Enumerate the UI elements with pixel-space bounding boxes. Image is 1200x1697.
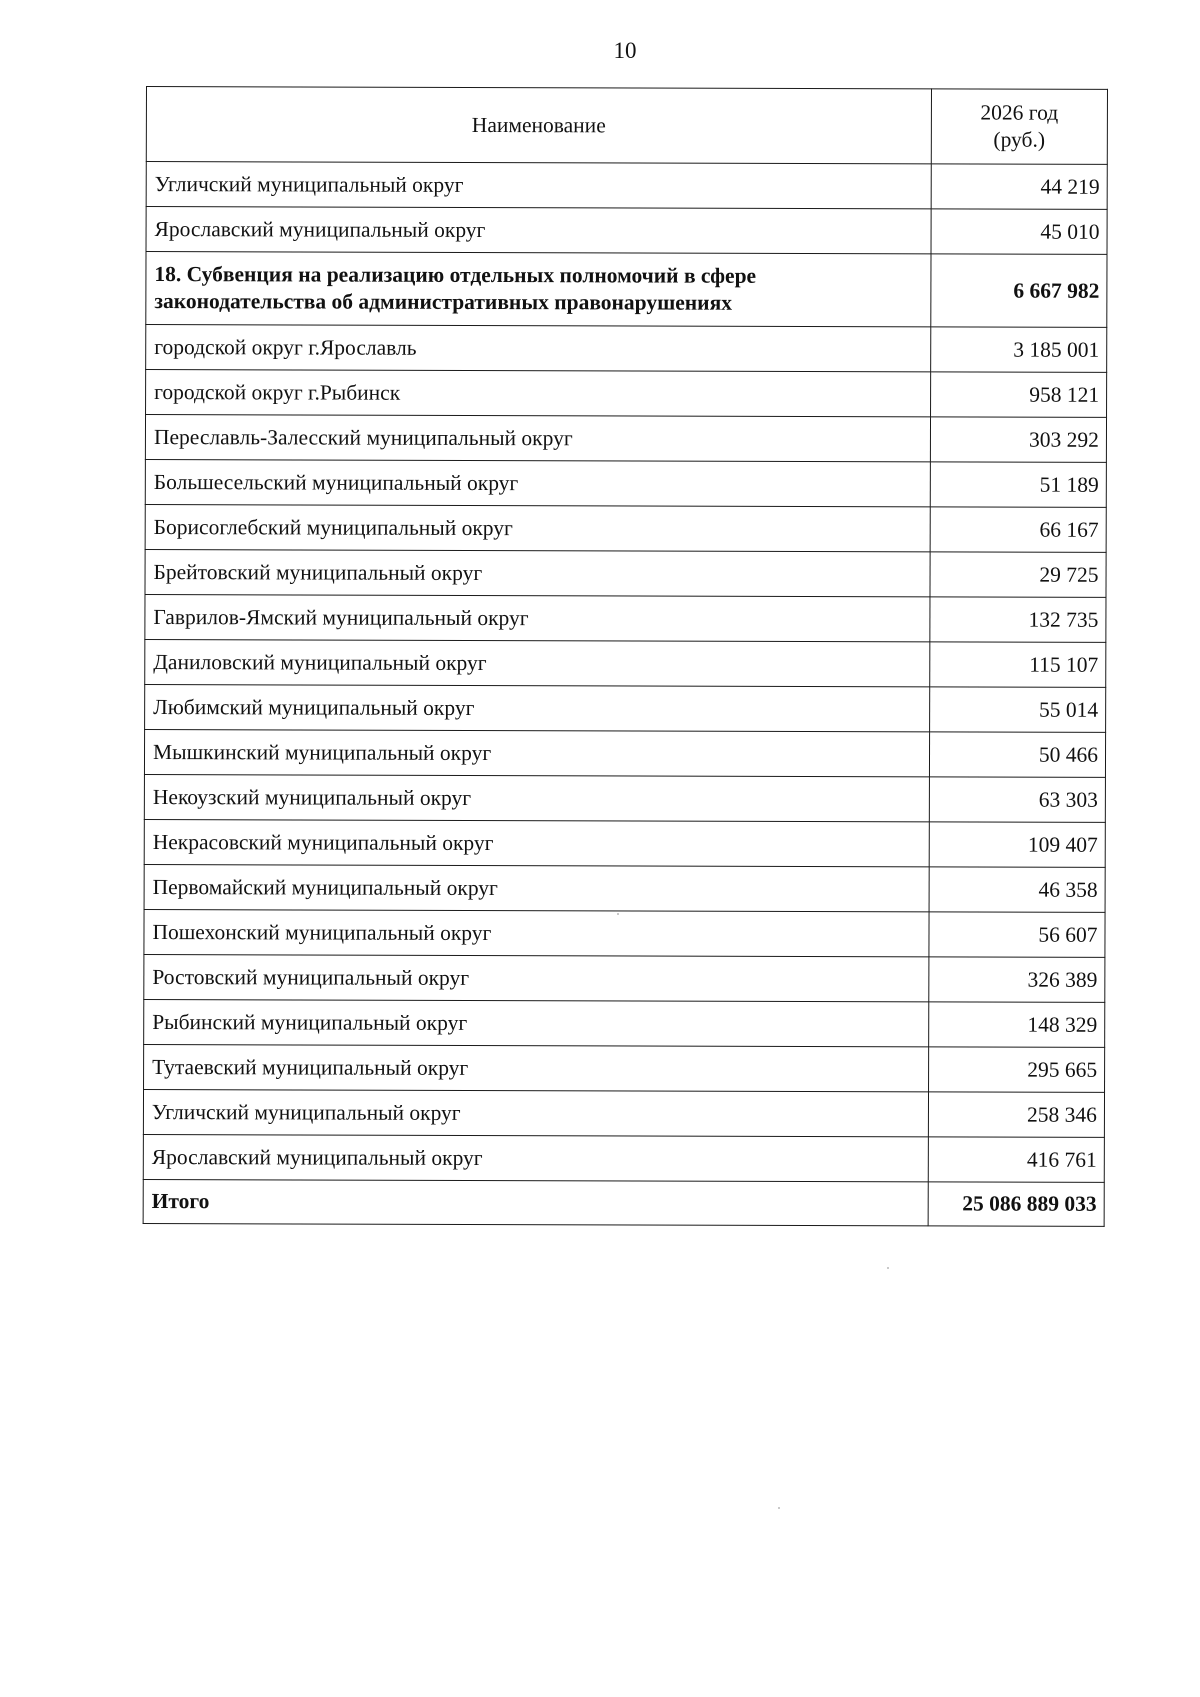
scan-speck xyxy=(617,913,619,915)
table-row xyxy=(146,162,1107,210)
table-row xyxy=(145,549,1106,597)
row-amount: 326 389 xyxy=(929,957,1105,1003)
total-amount: 25 086 889 033 xyxy=(928,1182,1104,1227)
row-amount: 258 346 xyxy=(928,1092,1104,1138)
row-amount: 55 014 xyxy=(929,687,1105,733)
row-amount: 45 010 xyxy=(931,209,1107,255)
table-row xyxy=(144,999,1105,1047)
row-amount: 51 189 xyxy=(930,462,1106,508)
row-amount: 56 607 xyxy=(929,912,1105,958)
table-row xyxy=(143,1134,1104,1182)
row-name: Некрасовский муниципальный округ xyxy=(144,819,929,866)
table-row xyxy=(145,415,1106,463)
table-row xyxy=(146,325,1107,373)
row-name: Большесельский муниципальный округ xyxy=(145,459,930,506)
table-row xyxy=(144,864,1105,912)
table-row xyxy=(144,954,1105,1002)
row-amount: 295 665 xyxy=(928,1047,1104,1093)
table-row xyxy=(144,729,1105,777)
row-amount: 416 761 xyxy=(928,1137,1104,1183)
header-amount-cell xyxy=(931,89,1107,165)
table-row xyxy=(144,819,1105,867)
header-name-cell: Наименование xyxy=(146,87,931,164)
row-amount: 46 358 xyxy=(929,867,1105,913)
scan-speck xyxy=(887,1267,889,1269)
row-name: Гаврилов-Ямский муниципальный округ xyxy=(145,594,930,641)
row-amount: 958 121 xyxy=(930,372,1106,418)
row-amount: 66 167 xyxy=(930,507,1106,553)
section-amount: 6 667 982 xyxy=(931,254,1107,328)
row-name: городской округ г.Ярославль xyxy=(146,325,931,372)
subvention-table xyxy=(143,86,1108,1227)
table-row xyxy=(146,370,1107,418)
row-name: Борисоглебский муниципальный округ xyxy=(145,504,930,551)
total-label: Итого xyxy=(143,1179,928,1225)
section-title-line-1: 18. Субвенция на реализацию отдельных полномочий в сфере xyxy=(154,262,757,288)
row-amount: 44 219 xyxy=(931,164,1107,210)
table-row xyxy=(144,1044,1105,1092)
row-name: Любимский муниципальный округ xyxy=(145,684,930,731)
row-amount: 303 292 xyxy=(930,417,1106,463)
row-name: городской округ г.Рыбинск xyxy=(146,370,931,417)
row-name: Переславль-Залесский муниципальный округ xyxy=(145,415,930,462)
table-row xyxy=(143,1089,1104,1137)
row-amount: 29 725 xyxy=(930,552,1106,598)
row-name: Ростовский муниципальный округ xyxy=(144,954,929,1001)
row-name: Некоузский муниципальный округ xyxy=(144,774,929,821)
row-name: Даниловский муниципальный округ xyxy=(145,639,930,686)
row-amount: 63 303 xyxy=(929,777,1105,823)
row-name: Брейтовский муниципальный округ xyxy=(145,549,930,596)
row-amount: 132 735 xyxy=(930,597,1106,643)
section-title-line-2: законодательства об административных правонарушениях xyxy=(154,289,733,315)
row-amount: 50 466 xyxy=(929,732,1105,778)
row-name: Ярославский муниципальный округ xyxy=(143,1134,928,1181)
row-name: Пошехонский муниципальный округ xyxy=(144,909,929,956)
table-row xyxy=(145,504,1106,552)
table-row xyxy=(144,909,1105,957)
section-heading-row xyxy=(146,252,1107,328)
row-amount: 109 407 xyxy=(929,822,1105,868)
row-name: Тутаевский муниципальный округ xyxy=(144,1044,929,1091)
row-name: Угличский муниципальный округ xyxy=(143,1089,928,1136)
total-row xyxy=(143,1179,1104,1226)
table-row xyxy=(146,207,1107,255)
row-name: Мышкинский муниципальный округ xyxy=(144,729,929,776)
section-title xyxy=(146,252,931,327)
row-name: Первомайский муниципальный округ xyxy=(144,864,929,911)
table-header-row xyxy=(146,87,1107,165)
table-row xyxy=(145,639,1106,687)
row-name: Рыбинский муниципальный округ xyxy=(144,999,929,1046)
row-amount: 148 329 xyxy=(928,1002,1104,1048)
table-row xyxy=(145,684,1106,732)
page-number: 10 xyxy=(613,38,637,63)
header-unit-label: (руб.) xyxy=(993,127,1046,152)
header-year-label: 2026 год xyxy=(980,100,1059,125)
table-row xyxy=(144,774,1105,822)
row-amount: 3 185 001 xyxy=(930,327,1106,373)
row-name: Угличский муниципальный округ xyxy=(146,162,931,209)
row-amount: 115 107 xyxy=(930,642,1106,688)
table-row xyxy=(145,594,1106,642)
table-row xyxy=(145,459,1106,507)
row-name: Ярославский муниципальный округ xyxy=(146,207,931,254)
scan-speck xyxy=(778,1507,780,1509)
